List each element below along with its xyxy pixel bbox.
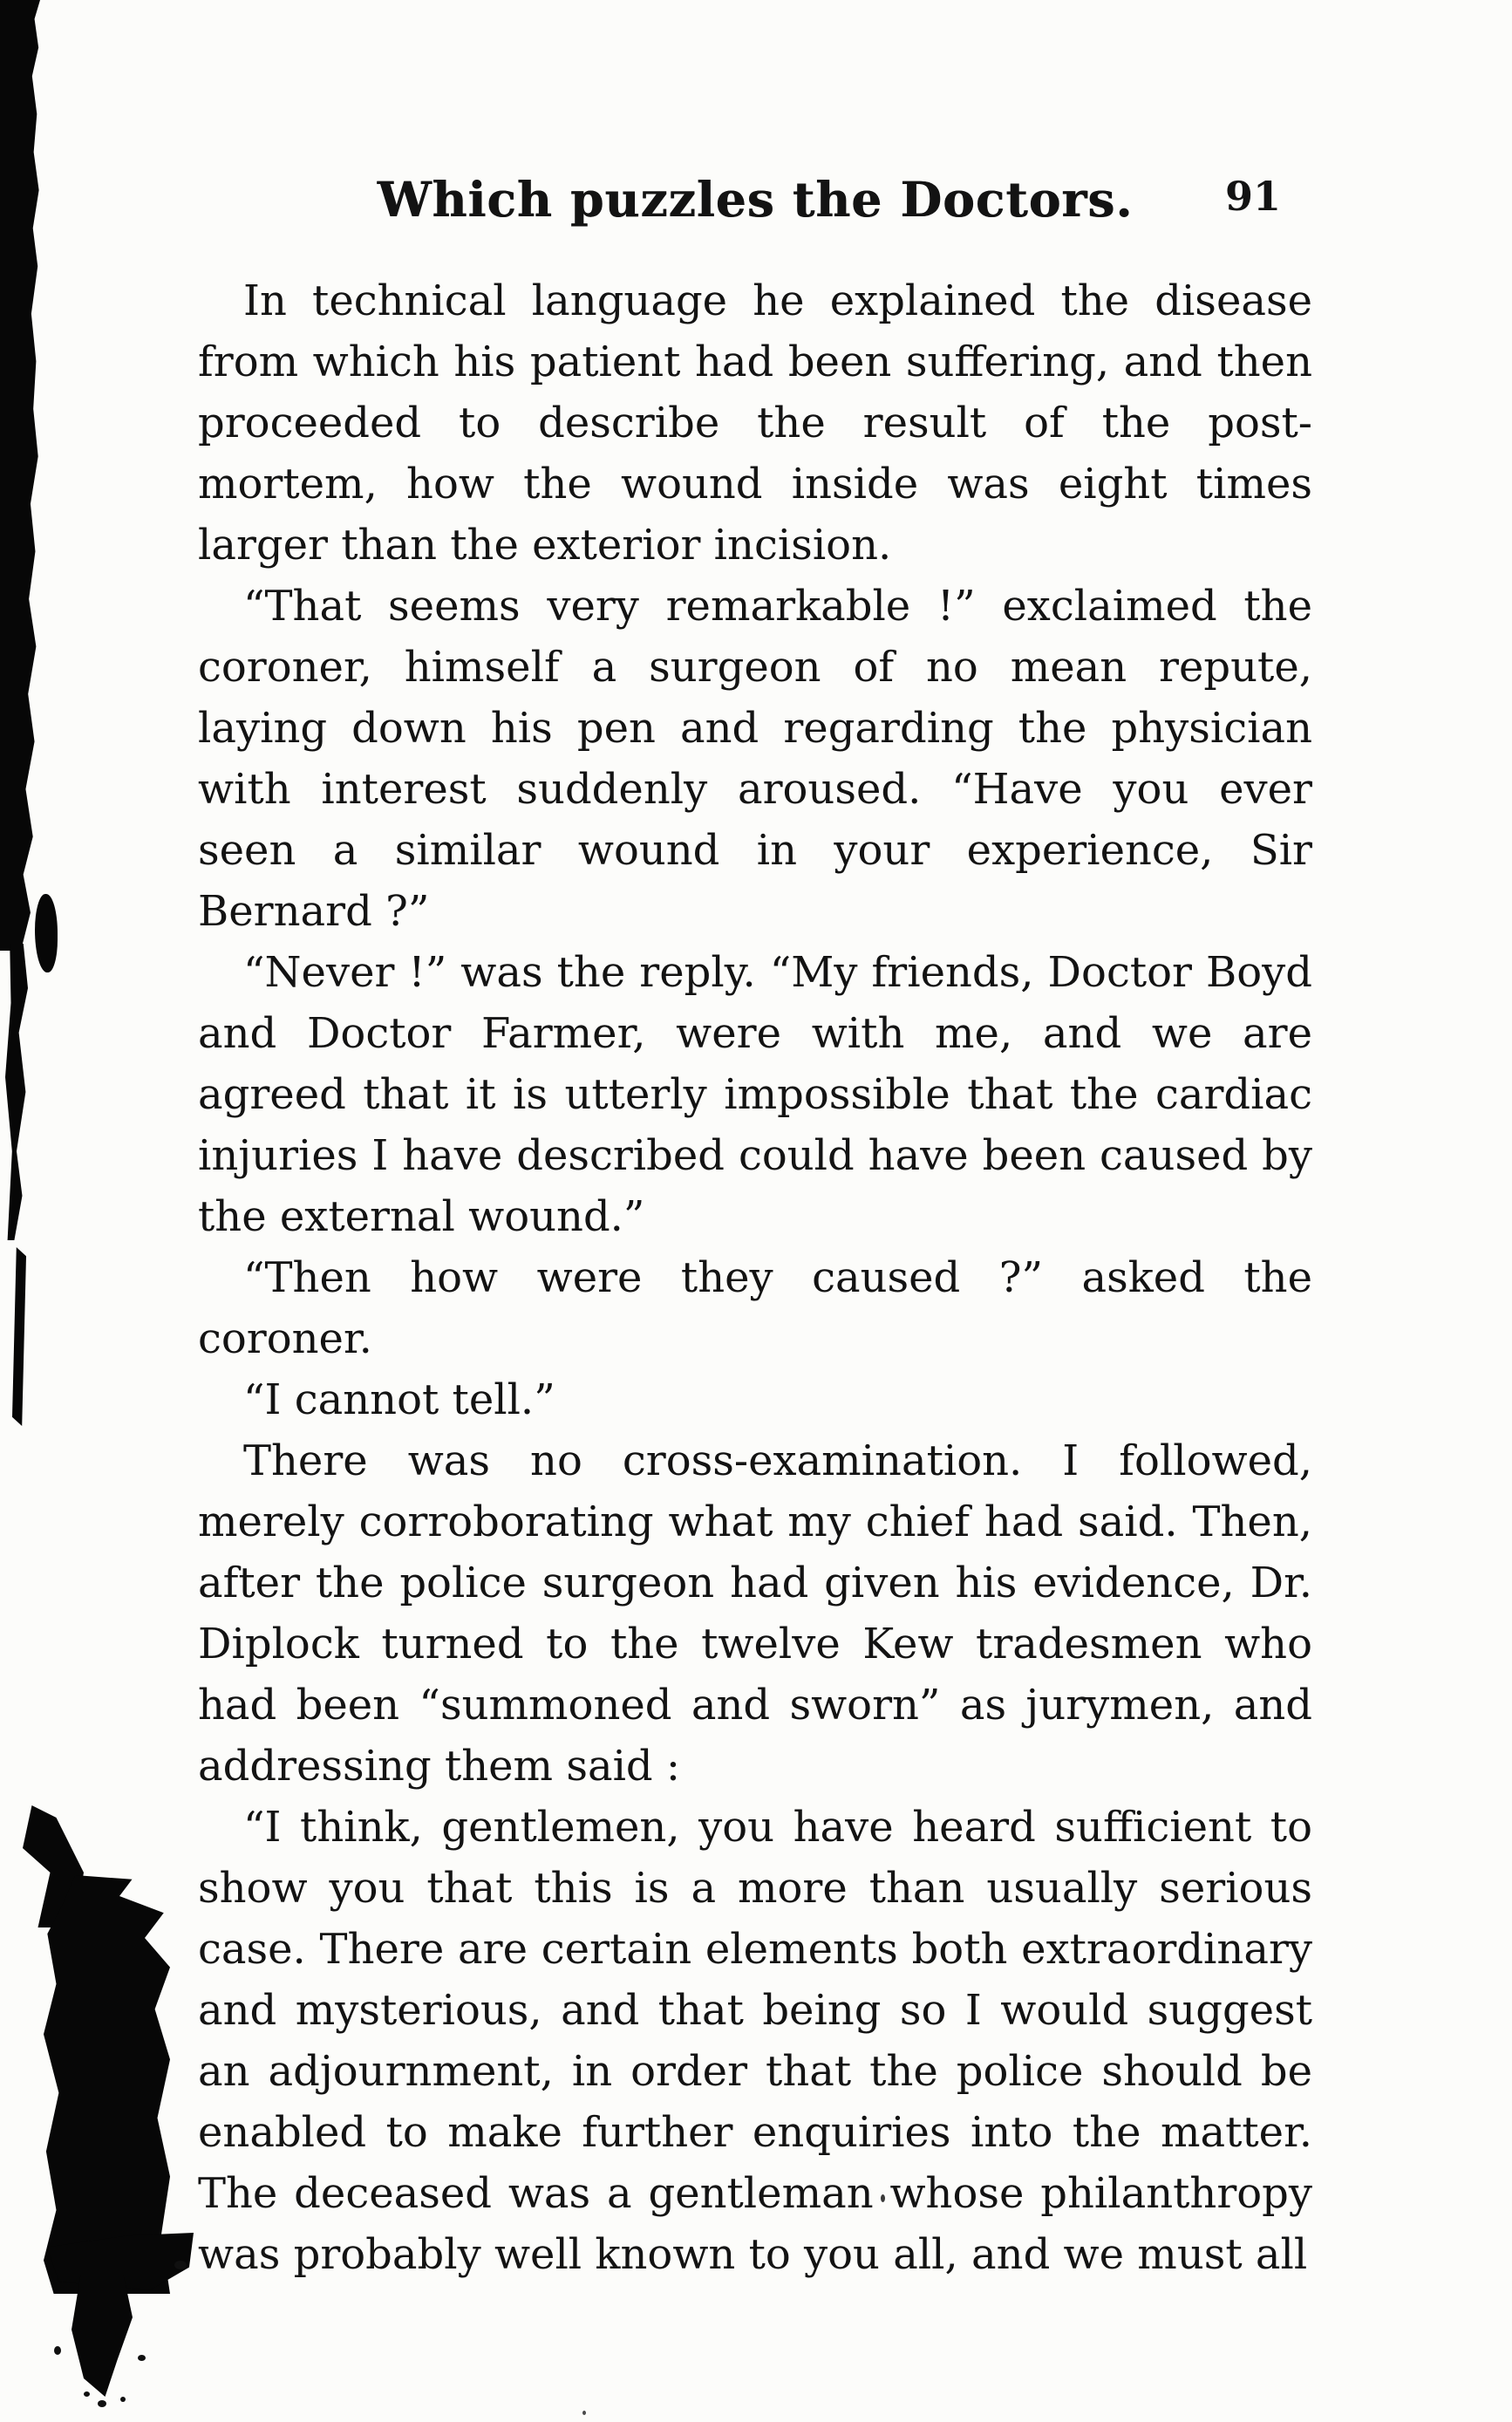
scan-artifact-left-streak [12, 1247, 26, 1426]
scan-artifact-speck [120, 2397, 126, 2402]
paragraph: “I think, gentlemen, you have heard sufficient to show you that this is a more than usually serious case. There are certain elements both extraordinary and mysterious, and that being so I would suggest an adjournment, in order that the police should be enabled to make further enquiries into the matter. The deceased was a gentleman whose philanthropy was probably well known to you all, and we must all [198, 1803, 1312, 2279]
scan-artifact-speck [138, 2355, 146, 2361]
scan-artifact-blot-tail [72, 2275, 133, 2397]
running-title: Which puzzles the Doctors. [377, 171, 1134, 228]
running-header [198, 171, 1312, 241]
paragraph: In technical language he explained the disease from which his patient had been suffering, and then proceeded to describe the result of the post-mortem, how the wound inside was eight times larger than the exterior incision. [198, 276, 1312, 570]
scan-artifact-blot-main [44, 1875, 170, 2294]
page-number: 91 [1224, 173, 1281, 220]
scan-artifact-speck [174, 2261, 187, 2269]
paragraph: “Never !” was the reply. “My friends, Doctor Boyd and Doctor Farmer, were with me, and we are agreed that it is utterly impossible that the cardiac injuries I have described could have been caused by the external wound.” [198, 948, 1312, 1241]
scan-artifact-left-streak [5, 944, 28, 1240]
scan-artifact-speck [54, 2346, 61, 2355]
scan-artifact-speck [98, 2400, 106, 2407]
paragraph: “I cannot tell.” [243, 1375, 555, 1424]
scan-artifact-left-bar [0, 0, 40, 951]
body-text [198, 270, 1312, 2285]
paragraph: “Then how were they caused ?” asked the coroner. [198, 1253, 1312, 1363]
paragraph: There was no cross-examination. I followed, merely corroborating what my chief had said. Then, after the police surgeon had given his evidence, Dr. Diplock turned to the twelve Kew tradesmen who had been “summoned and sworn” as jurymen, and addressing them said : [198, 1436, 1312, 1791]
scan-artifact-speck [84, 2391, 90, 2397]
scan-artifact-left-bar-bump [35, 894, 58, 972]
paragraph: “That seems very remarkable !” exclaimed the coroner, himself a surgeon of no mean repute, laying down his pen and regarding the physician with interest suddenly aroused. “Have you ever seen a similar wound in your experience, Sir Bernard ?” [198, 582, 1312, 936]
scan-artifact-speck [582, 2411, 586, 2415]
